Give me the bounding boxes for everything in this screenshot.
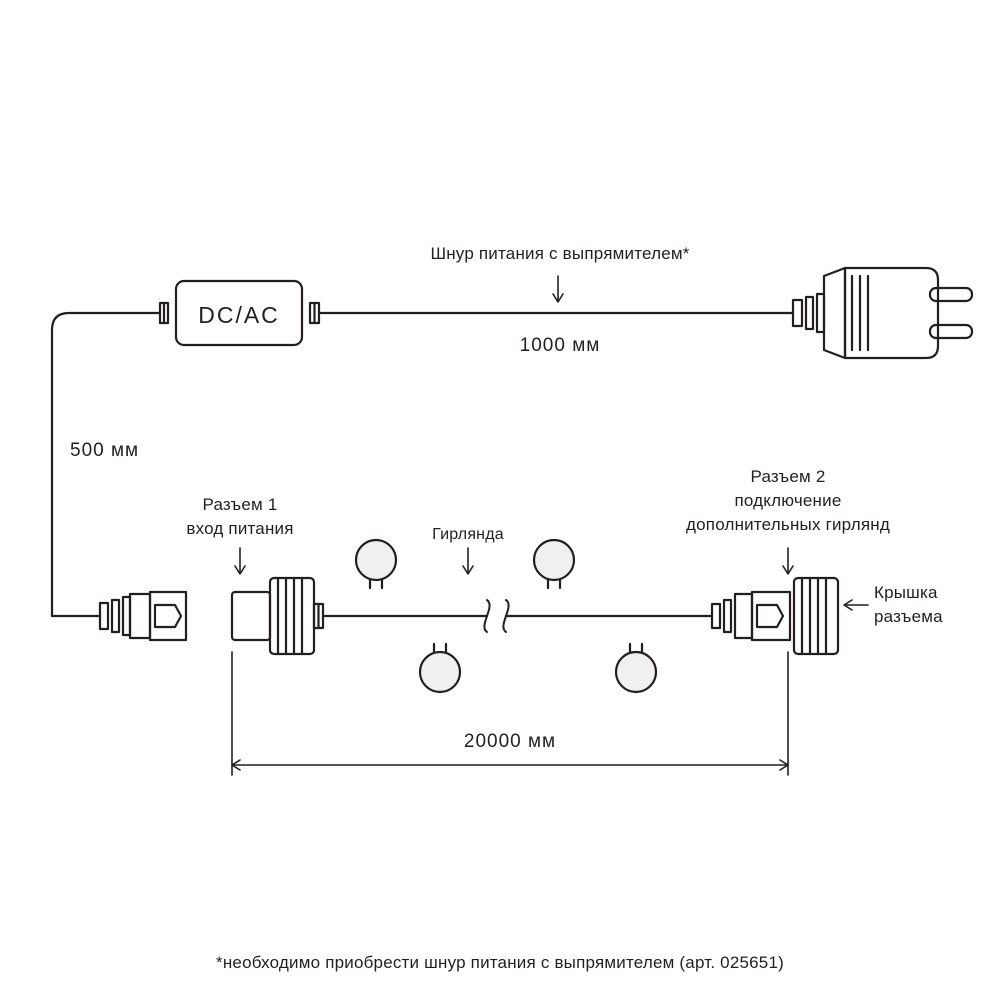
garland-label: Гирлянда: [432, 526, 504, 543]
arrow-down-icon: [783, 548, 793, 574]
arrow-left-icon: [844, 600, 868, 610]
garland-wire: [323, 600, 712, 632]
connector-1-label-line1: Разъем 1: [202, 495, 278, 514]
cord-ferrule-right: [310, 303, 319, 323]
bulb-icon: [534, 540, 574, 588]
arrow-down-icon: [235, 548, 245, 574]
cord-ferrule-left: [160, 303, 168, 323]
plug-icon: [793, 268, 972, 358]
connector-2-icon: [712, 592, 790, 640]
connector-2-label-line2: подключение: [734, 491, 842, 510]
arrow-down-icon: [553, 276, 563, 302]
arrow-down-icon: [463, 548, 473, 574]
connector-1-label-line2: вход питания: [186, 519, 294, 538]
connector-cap-icon: [794, 578, 838, 654]
footnote: *необходимо приобрести шнур питания с выпрямителем (арт. 025651): [216, 953, 784, 972]
bulb-icon: [616, 644, 656, 692]
bulb-icon: [420, 644, 460, 692]
cap-label-line2: разъема: [874, 607, 943, 626]
dimension-line-total: [232, 652, 788, 775]
connector-1-icon: [232, 578, 323, 654]
lead-length: 500 мм: [70, 440, 140, 461]
converter-label: DC/AC: [198, 302, 280, 328]
lead-end-plug-icon: [52, 592, 186, 640]
cap-label-line1: Крышка: [874, 583, 938, 602]
connector-2-label-line3: дополнительных гирлянд: [686, 515, 890, 534]
power-cord-length: 1000 мм: [519, 335, 601, 356]
power-cord-label: Шнур питания с выпрямителем*: [430, 244, 690, 263]
power-cord-path: [52, 313, 160, 616]
total-length-label: 20000 мм: [463, 731, 557, 752]
connector-2-label-line1: Разъем 2: [750, 467, 826, 486]
bulb-icon: [356, 540, 396, 588]
